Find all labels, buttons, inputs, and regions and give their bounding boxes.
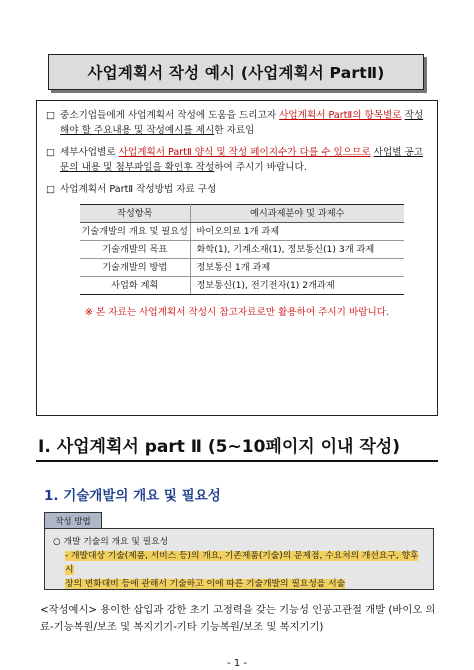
table-row — [80, 277, 404, 295]
method-line — [53, 577, 425, 591]
composition-table — [80, 204, 404, 295]
table-cell: 정보통신(1), 전기전자(1) 2개과제 — [190, 277, 404, 295]
info-3-text: 사업계획서 PartⅡ 작성방법 자료 구성 — [60, 184, 217, 195]
method-label: 작성 방법 — [44, 512, 102, 528]
page-title: 사업계획서 작성 예시 (사업계획서 PartⅡ) — [48, 54, 424, 90]
table-cell: 사업화 계획 — [80, 277, 190, 295]
example-heading: <작성예시> 용이한 삽입과 강한 초기 고정력을 갖는 기능성 인공고관절 개발 (바이오 의료-기능복원/보조 및 복지기기-기타 기능복원/보조 및 복지기기) — [40, 604, 436, 633]
info-box — [36, 100, 438, 416]
table-cell: 기술개발의 방법 — [80, 259, 190, 277]
checkbox-bullet: □ — [46, 147, 56, 158]
table-cell: 화학(1), 기계소재(1), 정보통신(1) 3개 과제 — [190, 241, 404, 259]
table-header: 작성항목 — [80, 205, 190, 223]
table-header-row — [80, 205, 404, 223]
info-2-underline: 사업별 공고문의 내용 및 첨부파일을 확인후 작성 — [60, 147, 424, 173]
table-row — [80, 241, 404, 259]
info-item-3 — [46, 182, 428, 197]
info-1-suffix: 한 자료임 — [214, 125, 255, 136]
info-1-highlight: 사업계획서 PartⅡ의 항목별로 — [279, 110, 402, 121]
page-number: - 1 - — [227, 658, 247, 669]
table-cell: 바이오의료 1개 과제 — [190, 223, 404, 241]
checkbox-bullet: □ — [46, 184, 56, 195]
info-1-underline: 작성해야 할 주요내용 및 작성예시를 제시 — [60, 110, 424, 136]
table-row — [80, 259, 404, 277]
info-2-prefix: 세부사업별로 — [60, 147, 119, 158]
method-line: ○ 개발 기술의 개요 및 필요성 — [53, 537, 169, 547]
table-header: 예시과제분야 및 과제수 — [190, 205, 404, 223]
method-box — [44, 528, 434, 590]
info-1-prefix: 중소기업들에게 사업계획서 작성에 도움을 드리고자 — [60, 110, 280, 121]
info-item-2 — [46, 145, 428, 175]
method-line-highlight: 장의 변화대비 등에 관해서 기술하고 이에 따른 기술개발의 필요성을 서술 — [65, 579, 346, 589]
info-2-highlight: 사업계획서 PartⅡ 양식 및 작성 페이지수가 다를 수 있으므로 — [118, 147, 371, 158]
table-cell: 기술개발의 목표 — [80, 241, 190, 259]
sub-title: 1. 기술개발의 개요 및 필요성 — [44, 488, 221, 504]
checkbox-bullet: □ — [46, 110, 56, 121]
reference-note: ※ 본 자료는 사업계획서 작성시 참고자료로만 활용하여 주시기 바랍니다. — [84, 307, 390, 318]
table-cell: 기술개발의 개요 및 필요성 — [80, 223, 190, 241]
method-line — [53, 549, 425, 577]
method-line-highlight: - 개발대상 기술(제품, 서비스 등)의 개요, 기존제품(기술)의 문제점, 수요처의 개선요구, 향후 시 — [65, 551, 419, 575]
table-row — [80, 223, 404, 241]
section-title: Ⅰ. 사업계획서 part Ⅱ (5~10페이지 이내 작성) — [36, 432, 438, 462]
table-cell: 정보통신 1개 과제 — [190, 259, 404, 277]
info-2-suffix: 하여 주시기 바랍니다. — [214, 162, 307, 173]
info-item-1 — [46, 108, 428, 138]
